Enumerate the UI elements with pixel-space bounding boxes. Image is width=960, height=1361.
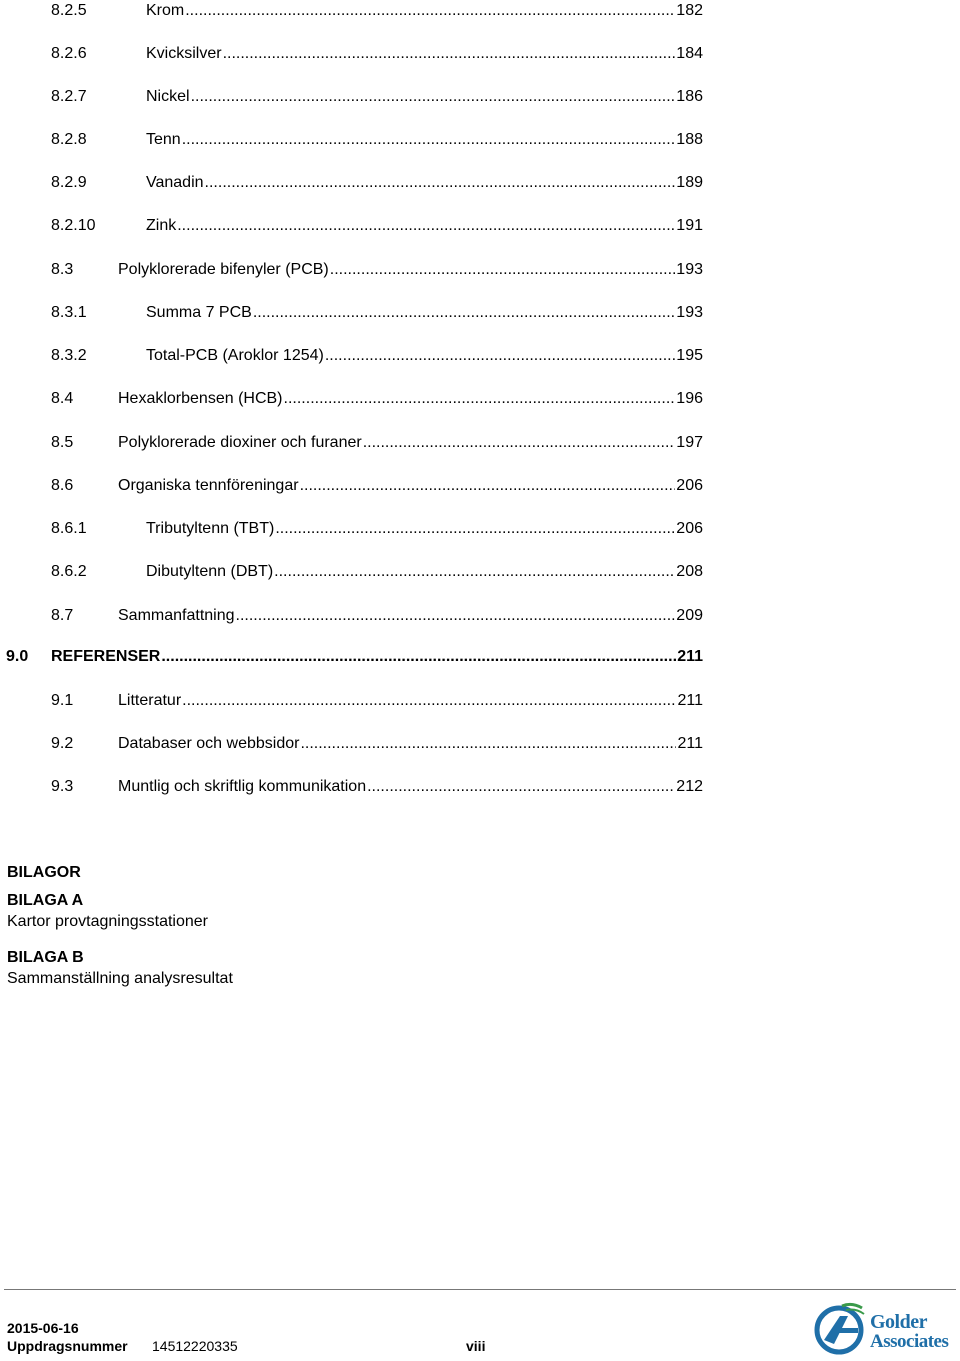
toc-entry-page: 212	[676, 778, 703, 795]
toc-entry-title: Vanadin	[146, 174, 204, 191]
toc-dot-leader	[300, 475, 676, 497]
toc-entry-line	[118, 733, 703, 755]
toc-dot-leader	[300, 733, 676, 755]
toc-entry-page: 191	[676, 217, 703, 234]
toc-entry-page: 211	[677, 648, 703, 665]
footer-project-label: Uppdragsnummer	[7, 1338, 128, 1354]
toc-entry-page: 188	[676, 131, 703, 148]
toc-entry[interactable]	[0, 605, 960, 627]
toc-entry-title: Kvicksilver	[146, 45, 222, 62]
toc-dot-leader	[275, 518, 675, 540]
toc-entry-line	[51, 646, 703, 668]
toc-entry-title: Krom	[146, 2, 185, 19]
toc-dot-leader	[330, 259, 676, 281]
toc-entry-page: 197	[676, 434, 703, 451]
toc-entry-line	[118, 388, 703, 410]
toc-entry[interactable]	[0, 0, 960, 22]
toc-entry-number: 9.2	[51, 735, 74, 752]
toc-entry-page: 193	[676, 304, 703, 321]
toc-entry-number: 8.7	[51, 607, 74, 624]
toc-entry-number: 9.3	[51, 778, 74, 795]
toc-entry[interactable]	[0, 690, 960, 712]
toc-entry-page: 209	[676, 607, 703, 624]
toc-entry-number: 8.2.9	[51, 174, 87, 191]
toc-entry-page: 182	[676, 2, 703, 19]
toc-entry[interactable]	[0, 259, 960, 281]
toc-dot-leader	[367, 776, 675, 798]
toc-entry-number: 8.4	[51, 390, 74, 407]
toc-entry[interactable]	[0, 388, 960, 410]
toc-entry-line	[118, 605, 703, 627]
appendix-a-heading: BILAGA A	[7, 892, 84, 909]
toc-entry-number: 8.2.5	[51, 2, 87, 19]
toc-entry-number: 8.2.6	[51, 45, 87, 62]
toc-entry-line	[146, 345, 703, 367]
toc-entry-line	[146, 129, 703, 151]
toc-entry-page: 189	[676, 174, 703, 191]
toc-entry-number: 8.2.8	[51, 131, 87, 148]
toc-entry-title: Tenn	[146, 131, 181, 148]
appendix-b-text: Sammanställning analysresultat	[7, 970, 233, 987]
logo-text-associates: Associates	[870, 1331, 949, 1352]
toc-entry[interactable]	[0, 733, 960, 755]
toc-dot-leader	[205, 172, 676, 194]
toc-entry-number: 8.3.2	[51, 347, 87, 364]
toc-entry-number: 9.0	[6, 648, 29, 665]
toc-entry-title: Nickel	[146, 88, 190, 105]
toc-dot-leader	[182, 129, 676, 151]
toc-entry-title: Databaser och webbsidor	[118, 735, 300, 752]
toc-entry[interactable]	[0, 345, 960, 367]
toc-entry-title: Litteratur	[118, 692, 182, 709]
toc-entry-page: 196	[676, 390, 703, 407]
toc-entry[interactable]	[0, 215, 960, 237]
toc-entry-line	[146, 215, 703, 237]
toc-dot-leader	[185, 0, 675, 22]
toc-entry-title: Dibutyltenn (DBT)	[146, 563, 274, 580]
toc-entry[interactable]	[0, 646, 960, 668]
toc-entry-page: 208	[676, 563, 703, 580]
toc-entry-number: 8.5	[51, 434, 74, 451]
toc-entry-number: 8.3.1	[51, 304, 87, 321]
toc-entry-number: 8.6.1	[51, 520, 87, 537]
toc-entry-line	[118, 475, 703, 497]
toc-dot-leader	[177, 215, 675, 237]
toc-entry-page: 211	[677, 692, 703, 709]
toc-entry-number: 8.2.10	[51, 217, 96, 234]
appendix-heading: BILAGOR	[7, 864, 81, 881]
toc-entry-line	[146, 86, 703, 108]
toc-entry-number: 8.6	[51, 477, 74, 494]
toc-entry-title: REFERENSER	[51, 648, 161, 665]
toc-entry[interactable]	[0, 776, 960, 798]
toc-dot-leader	[284, 388, 676, 410]
toc-entry-title: Hexaklorbensen (HCB)	[118, 390, 283, 407]
toc-entry[interactable]	[0, 86, 960, 108]
toc-entry-line	[146, 43, 703, 65]
toc-entry[interactable]	[0, 432, 960, 454]
toc-entry-page: 211	[677, 735, 703, 752]
footer-date: 2015-06-16	[7, 1320, 79, 1336]
toc-entry-line	[146, 302, 703, 324]
toc-entry-line	[146, 518, 703, 540]
toc-dot-leader	[223, 43, 676, 65]
toc-entry-line	[146, 172, 703, 194]
toc-entry[interactable]	[0, 518, 960, 540]
toc-entry-line	[146, 0, 703, 22]
toc-dot-leader	[191, 86, 676, 108]
toc-entry[interactable]	[0, 561, 960, 583]
toc-entry-title: Polyklorerade bifenyler (PCB)	[118, 261, 329, 278]
toc-entry-line	[118, 432, 703, 454]
toc-entry-page: 195	[676, 347, 703, 364]
toc-entry-title: Muntlig och skriftlig kommunikation	[118, 778, 367, 795]
toc-entry-page: 186	[676, 88, 703, 105]
footer-page-number: viii	[466, 1338, 486, 1354]
appendix-b-heading: BILAGA B	[7, 949, 84, 966]
toc-entry-line	[118, 776, 703, 798]
toc-entry-line	[118, 690, 703, 712]
toc-entry-page: 193	[676, 261, 703, 278]
toc-entry-number: 8.3	[51, 261, 74, 278]
toc-entry-title: Zink	[146, 217, 177, 234]
toc-entry[interactable]	[0, 43, 960, 65]
logo-text-golder: Golder	[870, 1311, 927, 1333]
footer-project-number: 14512220335	[152, 1338, 238, 1354]
toc-entry-title: Summa 7 PCB	[146, 304, 252, 321]
toc-entry-page: 206	[676, 477, 703, 494]
toc-dot-leader	[161, 646, 676, 668]
toc-entry[interactable]	[0, 302, 960, 324]
toc-dot-leader	[325, 345, 675, 367]
golder-globe-icon	[812, 1300, 870, 1356]
toc-entry-title: Tributyltenn (TBT)	[146, 520, 275, 537]
appendix-a-text: Kartor provtagningsstationer	[7, 913, 208, 930]
toc-entry-number: 9.1	[51, 692, 74, 709]
toc-entry[interactable]	[0, 172, 960, 194]
toc-entry-title: Polyklorerade dioxiner och furaner	[118, 434, 362, 451]
toc-dot-leader	[236, 605, 676, 627]
toc-entry-title: Organiska tennföreningar	[118, 477, 299, 494]
toc-dot-leader	[253, 302, 675, 324]
footer-divider	[4, 1289, 956, 1290]
toc-entry-page: 184	[676, 45, 703, 62]
toc-dot-leader	[182, 690, 676, 712]
toc-entry[interactable]	[0, 475, 960, 497]
toc-entry-number: 8.6.2	[51, 563, 87, 580]
toc-dot-leader	[363, 432, 676, 454]
toc-entry[interactable]	[0, 129, 960, 151]
toc-entry-number: 8.2.7	[51, 88, 87, 105]
toc-entry-title: Sammanfattning	[118, 607, 235, 624]
toc-dot-leader	[274, 561, 675, 583]
toc-entry-page: 206	[676, 520, 703, 537]
company-logo	[812, 1300, 954, 1356]
toc-entry-line	[146, 561, 703, 583]
toc-entry-title: Total-PCB (Aroklor 1254)	[146, 347, 324, 364]
toc-entry-line	[118, 259, 703, 281]
